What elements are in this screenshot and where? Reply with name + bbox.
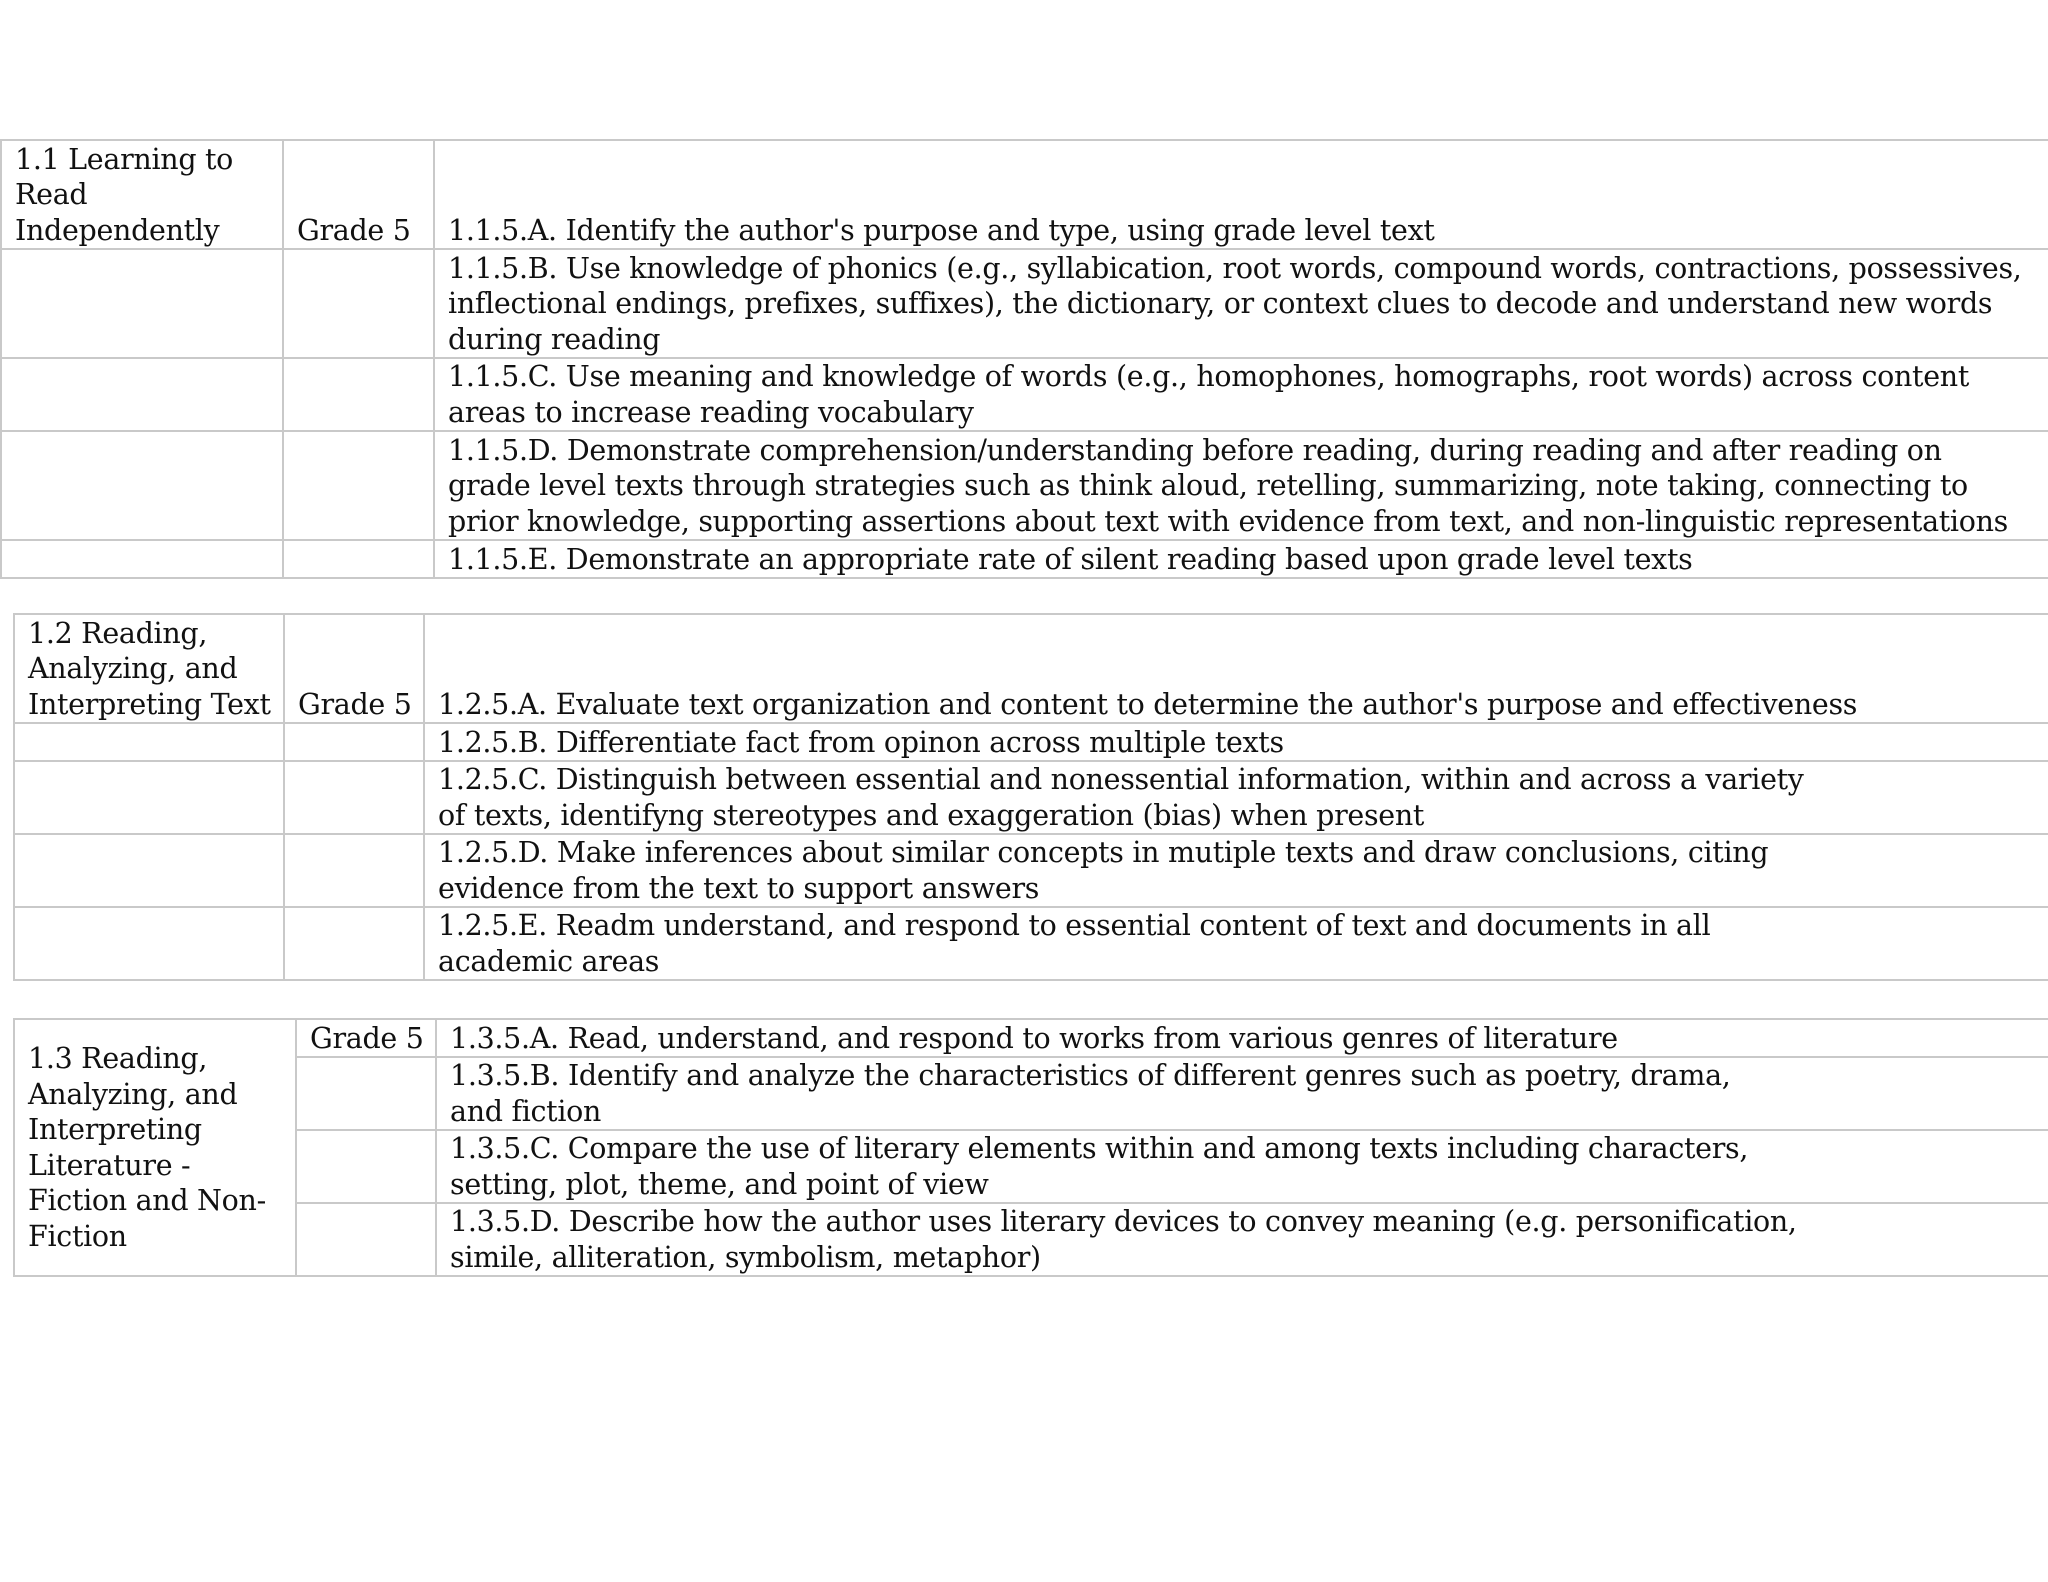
table-row [1,140,2048,249]
standards-table-1-1 [0,139,2048,579]
table-row [14,614,2048,723]
empty-cell [1,431,283,540]
grade-cell: Grade 5 [283,140,434,249]
empty-cell [283,249,434,358]
table-row [14,907,2048,980]
empty-cell [284,761,424,834]
table-row [1,540,2048,578]
table-row [14,761,2048,834]
standard-name-cell: 1.3 Reading, Analyzing, and Interpreting Literature - Fiction and Non- Fiction [14,1019,296,1276]
benchmark-cell: 1.1.5.D. Demonstrate comprehension/understanding before reading, during reading and after reading on grade level texts through strategies such as think aloud, retelling, summarizing, note taking, connecting to prior knowledge, supporting assertions about text with evidence from text, and non-linguistic representations [434,431,2048,540]
empty-cell [1,249,283,358]
empty-cell [14,723,284,761]
empty-cell [284,723,424,761]
table-row [14,723,2048,761]
benchmark-cell: 1.2.5.A. Evaluate text organization and content to determine the author's purpose and effectiveness [424,614,2048,723]
standards-table-1-3 [13,1018,2048,1277]
benchmark-cell: 1.1.5.A. Identify the author's purpose and type, using grade level text [434,140,2048,249]
empty-cell [296,1203,436,1276]
table-row [14,1057,2048,1130]
empty-cell [296,1130,436,1203]
benchmark-cell: 1.3.5.B. Identify and analyze the characteristics of different genres such as poetry, drama, and fiction [436,1057,2048,1130]
table-row [14,834,2048,907]
table-row [14,1019,2048,1057]
empty-cell [283,540,434,578]
benchmark-cell: 1.2.5.C. Distinguish between essential and nonessential information, within and across a variety of texts, identifyng stereotypes and exaggeration (bias) when present [424,761,2048,834]
empty-cell [1,540,283,578]
table-row [14,1203,2048,1276]
empty-cell [284,834,424,907]
benchmark-cell: 1.1.5.B. Use knowledge of phonics (e.g., syllabication, root words, compound words, contractions, possessives, inflectional endings, prefixes, suffixes), the dictionary, or context clues to decode and understand new words during reading [434,249,2048,358]
empty-cell [296,1057,436,1130]
benchmark-cell: 1.1.5.C. Use meaning and knowledge of words (e.g., homophones, homographs, root words) across content areas to increase reading vocabulary [434,358,2048,431]
empty-cell [14,907,284,980]
table-row [1,431,2048,540]
empty-cell [1,358,283,431]
empty-cell [14,834,284,907]
benchmark-cell: 1.1.5.E. Demonstrate an appropriate rate of silent reading based upon grade level texts [434,540,2048,578]
table-row [1,358,2048,431]
benchmark-cell: 1.2.5.B. Differentiate fact from opinon across multiple texts [424,723,2048,761]
standards-table-1-2 [13,613,2048,981]
empty-cell [14,761,284,834]
benchmark-cell: 1.3.5.A. Read, understand, and respond to works from various genres of literature [436,1019,2048,1057]
benchmark-cell: 1.3.5.D. Describe how the author uses literary devices to convey meaning (e.g. personification, simile, alliteration, symbolism, metaphor) [436,1203,2048,1276]
table-row [14,1130,2048,1203]
grade-cell: Grade 5 [296,1019,436,1057]
benchmark-cell: 1.2.5.D. Make inferences about similar concepts in mutiple texts and draw conclusions, citing evidence from the text to support answers [424,834,2048,907]
empty-cell [283,358,434,431]
standard-name-cell: 1.2 Reading, Analyzing, and Interpreting Text [14,614,284,723]
standard-name-cell: 1.1 Learning to Read Independently [1,140,283,249]
empty-cell [284,907,424,980]
benchmark-cell: 1.3.5.C. Compare the use of literary elements within and among texts including characters, setting, plot, theme, and point of view [436,1130,2048,1203]
empty-cell [283,431,434,540]
grade-cell: Grade 5 [284,614,424,723]
table-row [1,249,2048,358]
benchmark-cell: 1.2.5.E. Readm understand, and respond to essential content of text and documents in all academic areas [424,907,2048,980]
